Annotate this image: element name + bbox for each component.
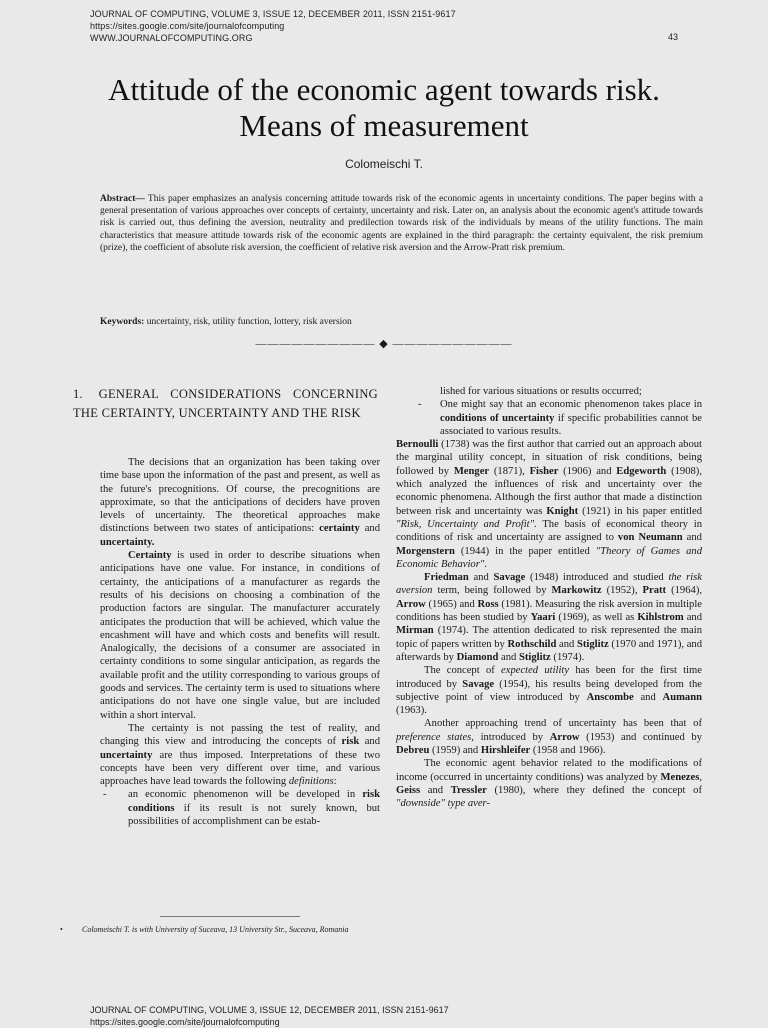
text-run: and [359, 523, 380, 535]
bold-term: Rothschild [507, 638, 557, 650]
bold-term: Tressler [450, 784, 487, 796]
text-run: (1974). The attention dedicated to risk represented the main topic of papers written by [396, 625, 702, 650]
text-run: , introduced by [471, 731, 550, 743]
page-number: 43 [667, 32, 678, 42]
text-run: (1954), his results being developed from the subjective point of view introduced by [396, 678, 702, 703]
bold-term: Menger [453, 465, 490, 477]
text-run: and [633, 691, 663, 703]
text-run: The decisions that an organization has been taking over time base upon the information of the past and present, as well as the future's precognitions. Of course, the precognitions are approximate, so that the anticipations of deciders have proven levels of uncertainty. The theoretical approaches make distinctions between two states of anticipations: [100, 457, 380, 535]
text-run: (1953) and continued by [579, 731, 702, 743]
bold-term: risk [341, 736, 360, 748]
text-run: (1738) was the first author that carried out an approach about the marginal utility concept, in situation of risk conditions, being followed by [396, 439, 702, 477]
abstract-text: This paper emphasizes an analysis concerning attitude towards risk of the economic agents in uncertainty conditions. The paper begins with a general presentation of various approaches over concepts of certainty, uncertainty and risk. Later on, an analysis about the economic agent's attitude towards risk is carried out, thus defining the aversion, neutrality and predilection towards risk of the individuals by means of the utility functions. The main characteristics that measure attitude towards risk of the economic agents are explained in the third paragraph: the certainty equivalent, the risk premium (prize), the coefficient of absolute risk aversion, the coefficient of relative risk aversion and the Arrow-Pratt risk premium. [100, 194, 703, 253]
italic-term: "Theory of Games and Economic Behavior" [396, 545, 702, 570]
bold-term: Hirshleifer [480, 745, 531, 757]
footnote-text: Colomeischi T. is with University of Suceava, 13 University Str., Suceava, Romania [82, 925, 349, 934]
italic-term: preference states [396, 731, 472, 743]
header-url: https://sites.google.com/site/journalofcomputing [90, 21, 285, 31]
text-run: The certainty is not passing the test of reality, and changing this view and introducing the concepts of [100, 722, 380, 748]
text-run: and [682, 532, 702, 544]
keywords-text: uncertainty, risk, utility function, lottery, risk aversion [144, 317, 352, 327]
list-item [396, 398, 702, 438]
text-run: is used in order to describe situations when anticipations have one value. For instance, in conditions of certainty, the anticipations of a manufacturer as regards the results of his decisions on choosing a combination of the production factors are singular. The manufacturer accurately anticipates the production that will be achieved, which value the encashment will have and which costs and benefits will result. Analogically, the decisions of a consumer are associated in certainty conditions to some singular anticipation, as regards the available profit and the utility corresponding to various groups of goods and services. The certainty term is used to situations where anticipations do not have one single value, but are included within a short interval. [100, 550, 380, 721]
paragraph [396, 438, 702, 571]
running-footer [90, 1004, 449, 1028]
bold-term: Morgenstern [396, 545, 455, 557]
text-run: (1981). Measuring the risk aversion in multiple conditions has been studied by [396, 598, 703, 624]
text-run: (1958 and 1966). [530, 745, 606, 757]
paragraph [396, 664, 702, 717]
text-run: an economic phenomenon will be developed in [128, 789, 363, 801]
paper-title [40, 72, 728, 144]
bold-term: Certainty [128, 550, 172, 562]
italic-term: "Risk, Uncertainty and Profit" [396, 518, 535, 530]
text-run: , [699, 771, 702, 783]
keywords [100, 316, 703, 328]
text-run: (1980), where they defined the concept of [486, 784, 702, 796]
section-number: 1. [73, 387, 83, 401]
bold-term: Debreu [396, 745, 430, 757]
bold-term: Geiss [396, 784, 421, 796]
bold-term: Aumann [662, 691, 702, 703]
bold-term: uncertainty. [100, 536, 155, 548]
bold-term: Bernoulli [396, 439, 439, 451]
text-run: if its result is not surely known, but possibilities of accomplishment can be estab- [128, 802, 380, 828]
bold-term: Diamond [456, 651, 499, 663]
section-divider: —————————— ◆ —————————— [255, 338, 513, 350]
text-run: (1965) and [425, 598, 478, 610]
bold-term: von Neumann [617, 532, 683, 544]
bold-term: Stiglitz [576, 638, 609, 650]
footnote-rule [160, 916, 300, 917]
footnote [62, 924, 392, 935]
header-site: WWW.JOURNALOFCOMPUTING.ORG [90, 33, 253, 43]
paragraph [100, 549, 380, 722]
bold-term: conditions of uncertainty [440, 412, 555, 424]
italic-term: expected utility [501, 665, 570, 677]
footer-journal-line: JOURNAL OF COMPUTING, VOLUME 3, ISSUE 12, DECEMBER 2011, ISSN 2151-9617 [90, 1005, 449, 1015]
text-run: and [420, 784, 451, 796]
text-run: and [556, 638, 577, 650]
right-column [396, 385, 702, 811]
bold-term: Arrow [396, 598, 426, 610]
text-run: (1952), [601, 585, 643, 597]
bold-term: Markowitz [551, 585, 602, 597]
abstract-label: Abstract— [100, 194, 145, 204]
text-run: (1974). [550, 651, 585, 663]
bold-term: Friedman [424, 572, 469, 584]
footnote-bullet: • [60, 925, 63, 934]
bold-term: Fisher [529, 465, 559, 477]
italic-term: "downside" type aver- [396, 798, 490, 810]
text-run: (1871), [489, 465, 530, 477]
text-run: The concept of [424, 665, 502, 677]
title-line-1: Attitude of the economic agent towards risk. [108, 72, 660, 107]
text-run: Another approaching trend of uncertainty has been that of [424, 718, 702, 730]
text-run: (1964), [666, 585, 702, 597]
bold-term: Knight [546, 505, 579, 517]
list-dash: - [103, 789, 107, 801]
text-run: : [333, 776, 337, 788]
text-run: (1970 and 1971), and afterwards by [396, 638, 703, 663]
text-run: One might say that an economic phenomenon takes place in [440, 399, 702, 411]
bold-term: Mirman [396, 625, 434, 637]
text-run: and [683, 612, 702, 624]
bold-term: Edgeworth [616, 465, 667, 477]
text-run: (1948) introduced and studied [525, 572, 669, 584]
italic-term: the risk aversion [396, 572, 703, 597]
paragraph [396, 717, 702, 757]
bold-term: certainty [319, 523, 360, 535]
author-name: Colomeischi T. [345, 157, 423, 171]
text-run: has been for the first time introduced by [396, 665, 702, 690]
bold-term: uncertainty [100, 749, 153, 761]
bold-term: risk conditions [128, 789, 380, 814]
text-run: (1963). [396, 705, 427, 717]
text-run: . The basis of economical theory in conditions of risk and uncertainty are assigned to [396, 518, 702, 544]
section-title: GENERAL CONSIDERATIONS CONCERNING THE CERTAINTY, UNCERTAINTY AND THE RISK [73, 387, 378, 420]
text-run: (1944) in the paper entitled [454, 545, 596, 557]
italic-term: definitions [288, 776, 334, 788]
title-line-2: Means of measurement [239, 108, 529, 143]
bold-term: Pratt [642, 585, 667, 597]
bold-term: Arrow [549, 731, 580, 743]
header-journal-line: JOURNAL OF COMPUTING, VOLUME 3, ISSUE 12, DECEMBER 2011, ISSN 2151-9617 [90, 9, 456, 19]
left-column [100, 456, 380, 828]
section-heading [73, 385, 378, 423]
bold-term: Stiglitz [518, 651, 551, 663]
text-run: and [498, 651, 519, 663]
footer-url: https://sites.google.com/site/journalofcomputing [90, 1017, 280, 1027]
text-run: are thus imposed. Interpretations of these two concepts have been very different over time, and various approaches have lead towards the following [100, 749, 380, 788]
paragraph [100, 722, 380, 788]
bold-term: Savage [493, 572, 526, 584]
text-run: (1969), as well as [555, 612, 638, 624]
bold-term: Kihlstrom [637, 612, 684, 624]
bold-term: Menezes [660, 771, 700, 783]
text-run: if specific probabilities cannot be associated to various results. [440, 412, 702, 437]
text-run: and [468, 572, 494, 584]
keywords-label: Keywords: [100, 317, 145, 327]
text-run: term, being followed by [432, 585, 552, 597]
abstract [100, 193, 703, 254]
text-run: The economic agent behavior related to the modifications of income (occurred in uncertainty conditions) was analyzed by [396, 758, 702, 783]
bold-term: Anscombe [586, 691, 634, 703]
paragraph [396, 571, 702, 664]
bold-term: Savage [462, 678, 495, 690]
list-item [100, 788, 380, 828]
running-header [90, 8, 456, 44]
paragraph [396, 757, 702, 810]
paragraph [100, 456, 380, 549]
bold-term: Yaari [530, 612, 556, 624]
text-run: and [359, 736, 380, 748]
list-dash: - [418, 399, 422, 411]
text-run: (1921) in his paper entitled [578, 505, 702, 517]
text-run: (1908), which analyzed the influences of risk and uncertainty over the economic phenomena. Although the first author that made a distinction between risk and uncertainty was [396, 465, 702, 517]
text-run: (1906) and [558, 465, 617, 477]
bold-term: Ross [477, 598, 499, 610]
list-continuation: lished for various situations or results occurred; [440, 386, 642, 397]
text-run: (1959) and [429, 745, 481, 757]
text-run: . [484, 558, 487, 570]
